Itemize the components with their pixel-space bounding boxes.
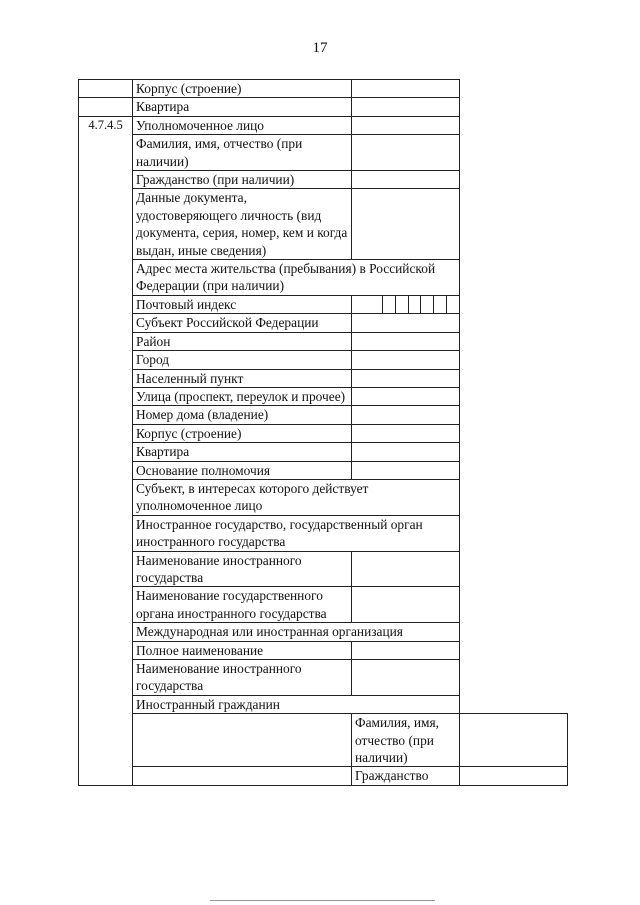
field-value-cell[interactable] <box>352 171 460 189</box>
table-row <box>79 171 568 189</box>
field-value-cell[interactable] <box>352 587 460 623</box>
field-label: Почтовый индекс <box>133 295 352 313</box>
table-row <box>79 387 568 405</box>
field-label: Квартира <box>133 443 352 461</box>
field-label: Номер дома (владение) <box>133 406 352 424</box>
table-row <box>79 116 568 134</box>
field-value-cell[interactable] <box>352 332 460 350</box>
table-row <box>79 98 568 116</box>
table-row <box>79 424 568 442</box>
field-value-cell[interactable] <box>352 135 460 171</box>
table-row <box>79 135 568 171</box>
field-value-cell[interactable] <box>352 551 460 587</box>
postal-digit-cell[interactable] <box>395 296 408 313</box>
postal-digit-cell[interactable] <box>383 296 395 313</box>
field-label: Корпус (строение) <box>133 424 352 442</box>
table-row <box>79 314 568 332</box>
field-label: Фамилия, имя, отчество (при наличии) <box>352 714 460 767</box>
field-label: Наименование иностранного государства <box>133 660 352 696</box>
item-number-cell <box>133 714 352 767</box>
scan-edge-line <box>210 900 435 901</box>
table-row <box>79 369 568 387</box>
field-value-cell[interactable] <box>352 314 460 332</box>
item-number-cell: 4.7.4.5 <box>79 116 133 785</box>
table-row <box>79 515 568 551</box>
table-row <box>79 587 568 623</box>
section-heading: Иностранный гражданин <box>133 695 460 713</box>
form-table <box>78 79 568 786</box>
field-label: Улица (проспект, переулок и прочее) <box>133 387 352 405</box>
field-label: Наименование государственного органа иностранного государства <box>133 587 352 623</box>
section-heading: Адрес места жительства (пребывания) в Российской Федерации (при наличии) <box>133 260 460 296</box>
table-row <box>79 660 568 696</box>
field-value-cell[interactable] <box>352 387 460 405</box>
table-row <box>79 295 568 313</box>
table-row <box>79 80 568 98</box>
field-value-cell[interactable] <box>460 714 568 767</box>
field-label: Субъект Российской Федерации <box>133 314 352 332</box>
field-label: Город <box>133 351 352 369</box>
table-row <box>79 260 568 296</box>
postal-digit-cell[interactable] <box>420 296 433 313</box>
field-label: Район <box>133 332 352 350</box>
postal-digit-cell[interactable] <box>408 296 421 313</box>
field-value-cell[interactable] <box>352 641 460 659</box>
item-number-cell <box>79 98 133 116</box>
field-value-cell[interactable] <box>352 369 460 387</box>
field-value-cell[interactable] <box>352 189 460 260</box>
field-label: Квартира <box>133 98 352 116</box>
section-heading: Субъект, в интересах которого действует уполномоченное лицо <box>133 479 460 515</box>
table-row <box>79 714 568 767</box>
table-row <box>79 695 568 713</box>
field-value-cell[interactable] <box>352 461 460 479</box>
postal-digit-cell[interactable] <box>446 296 459 313</box>
table-row <box>79 189 568 260</box>
postal-code-field[interactable] <box>352 295 460 313</box>
field-value-cell[interactable] <box>460 767 568 785</box>
item-number-cell <box>79 80 133 98</box>
field-value-cell[interactable] <box>352 98 460 116</box>
table-row <box>79 461 568 479</box>
field-label: Полное наименование <box>133 641 352 659</box>
field-value-cell[interactable] <box>352 80 460 98</box>
table-row <box>79 479 568 515</box>
table-row <box>79 406 568 424</box>
table-row <box>79 443 568 461</box>
table-row <box>79 767 568 785</box>
field-label: Наименование иностранного государства <box>133 551 352 587</box>
field-value-cell[interactable] <box>352 116 460 134</box>
page-number: 17 <box>312 40 328 56</box>
field-value-cell[interactable] <box>352 443 460 461</box>
item-number-cell <box>133 767 352 785</box>
field-value-cell[interactable] <box>352 406 460 424</box>
field-label: Уполномоченное лицо <box>133 116 352 134</box>
field-label: Корпус (строение) <box>133 80 352 98</box>
field-label: Гражданство <box>352 767 460 785</box>
table-row <box>79 551 568 587</box>
field-label: Гражданство (при наличии) <box>133 171 352 189</box>
section-heading: Иностранное государство, государственный орган иностранного государства <box>133 515 460 551</box>
field-label: Фамилия, имя, отчество (при наличии) <box>133 135 352 171</box>
postal-digit-cell[interactable] <box>433 296 446 313</box>
table-row <box>79 332 568 350</box>
table-row <box>79 351 568 369</box>
section-heading: Международная или иностранная организация <box>133 623 460 641</box>
field-label: Данные документа, удостоверяющего личность (вид документа, серия, номер, кем и когда выдан, иные сведения) <box>133 189 352 260</box>
field-label: Населенный пункт <box>133 369 352 387</box>
field-label: Основание полномочия <box>133 461 352 479</box>
table-row <box>79 623 568 641</box>
table-row <box>79 641 568 659</box>
field-value-cell[interactable] <box>352 424 460 442</box>
field-value-cell[interactable] <box>352 351 460 369</box>
field-value-cell[interactable] <box>352 660 460 696</box>
